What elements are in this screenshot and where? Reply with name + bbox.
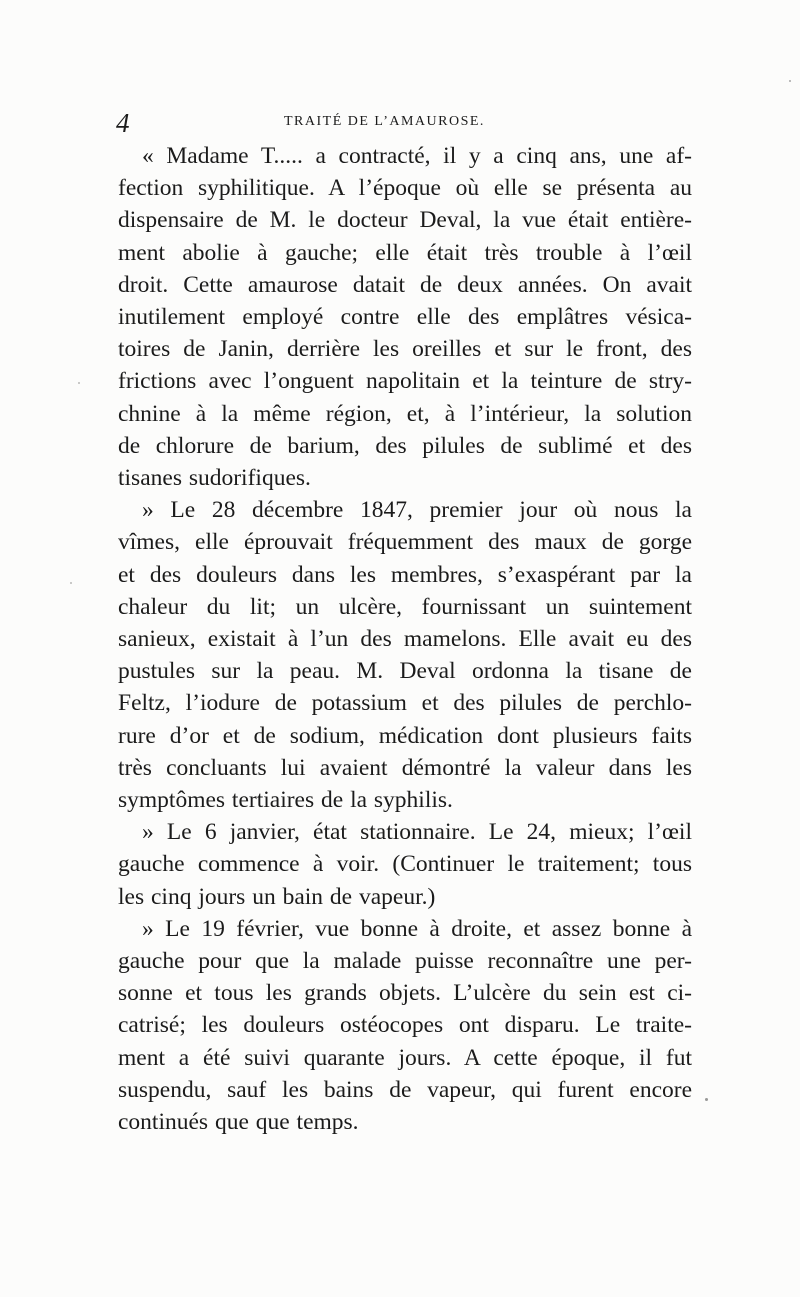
text-line: et des douleurs dans les membres, s’exaspérant par la xyxy=(118,561,692,588)
text-line: sonne et tous les grands objets. L’ulcère du sein est ci- xyxy=(118,980,692,1007)
text-line: « Madame T..... a contracté, il y a cinq ans, une af- xyxy=(142,143,692,169)
text-line: toires de Janin, derrière les oreilles et sur le front, des xyxy=(118,336,692,363)
body-text xyxy=(118,140,692,1138)
print-speck xyxy=(70,582,72,584)
paragraph xyxy=(118,913,692,1138)
text-line: tisanes sudorifiques. xyxy=(118,465,311,492)
paragraph xyxy=(118,816,692,913)
text-line: vîmes, elle éprouvait fréquemment des maux de gorge xyxy=(118,529,692,556)
text-line: chaleur du lit; un ulcère, fournissant un suintement xyxy=(118,593,692,620)
text-line: chnine à la même région, et, à l’intérieur, la solution xyxy=(118,400,692,427)
text-line: continués que que temps. xyxy=(118,1109,359,1136)
text-line: gauche commence à voir. (Continuer le traitement; tous xyxy=(118,851,692,878)
text-line: très concluants lui avaient démontré la valeur dans les xyxy=(118,754,692,781)
print-speck xyxy=(705,1098,708,1101)
text-line: dispensaire de M. le docteur Deval, la vue était entière- xyxy=(118,207,692,234)
text-line: pustules sur la peau. M. Deval ordonna la tisane de xyxy=(118,658,692,685)
text-line: » Le 28 décembre 1847, premier jour où nous la xyxy=(142,497,692,524)
text-line: » Le 6 janvier, état stationnaire. Le 24, mieux; l’œil xyxy=(142,819,692,846)
text-line: fection syphilitique. A l’époque où elle se présenta au xyxy=(118,175,692,202)
print-speck xyxy=(789,80,791,82)
text-line: droit. Cette amaurose datait de deux années. On avait xyxy=(118,271,692,298)
text-line: suspendu, sauf les bains de vapeur, qui furent encore xyxy=(118,1076,692,1103)
text-line: ment a été suivi quarante jours. A cette époque, il fut xyxy=(118,1044,692,1071)
text-line: catrisé; les douleurs ostéocopes ont disparu. Le traite- xyxy=(118,1012,692,1039)
print-speck xyxy=(78,382,80,384)
text-line: » Le 19 février, vue bonne à droite, et assez bonne à xyxy=(142,915,692,942)
text-line: Feltz, l’iodure de potassium et des pilules de perchlo- xyxy=(118,690,692,717)
paragraph xyxy=(118,140,692,494)
page-number: 4 xyxy=(116,108,130,138)
text-line: inutilement employé contre elle des emplâtres vésica- xyxy=(118,304,692,331)
text-line: gauche pour que la malade puisse reconnaître une per- xyxy=(118,948,692,975)
text-line: frictions avec l’onguent napolitain et la teinture de stry- xyxy=(118,368,692,395)
running-title: TRAITÉ DE L’AMAUROSE. xyxy=(284,114,485,129)
page-header xyxy=(116,108,696,138)
text-line: rure d’or et de sodium, médication dont plusieurs faits xyxy=(118,722,692,749)
text-line: ment abolie à gauche; elle était très trouble à l’œil xyxy=(118,239,692,266)
text-line: sanieux, existait à l’un des mamelons. Elle avait eu des xyxy=(118,626,692,653)
text-line: symptômes tertiaires de la syphilis. xyxy=(118,787,453,814)
text-line: les cinq jours un bain de vapeur.) xyxy=(118,883,436,910)
paragraph xyxy=(118,494,692,816)
text-line: de chlorure de barium, des pilules de sublimé et des xyxy=(118,432,692,459)
